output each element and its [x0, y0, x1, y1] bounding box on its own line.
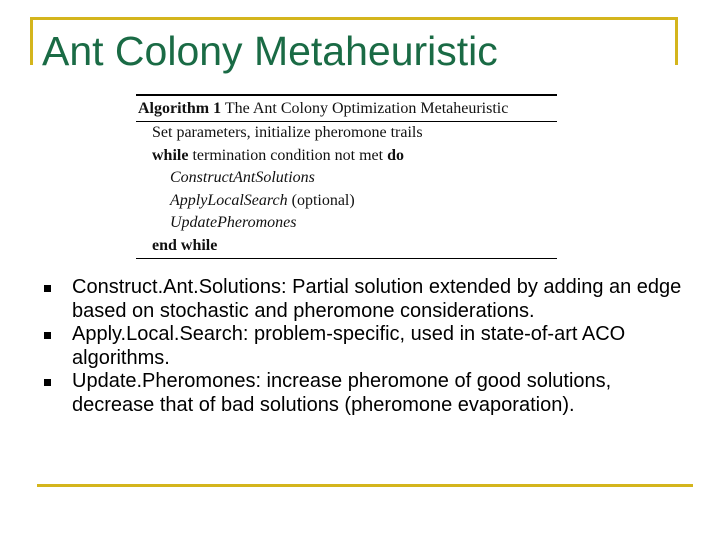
frame-right-line [675, 17, 678, 65]
bullet-text: Construct.Ant.Solutions: Partial solution extended by adding an edge based on stochastic and pheromone considerations. [72, 276, 682, 322]
keyword-while: while [152, 147, 189, 164]
slide-title: Ant Colony Metaheuristic [42, 28, 498, 74]
bullet-list [44, 276, 684, 417]
bullet-text: Apply.Local.Search: problem-specific, used in state-of-art ACO algorithms. [72, 323, 626, 369]
bullet-item [44, 323, 684, 370]
algorithm-line-text: termination condition not met [192, 147, 384, 164]
frame-top-line [30, 17, 678, 20]
algorithm-call-update [170, 213, 297, 233]
algorithm-label: Algorithm 1 [138, 100, 222, 117]
square-bullet-icon [44, 332, 51, 339]
bullet-item [44, 370, 684, 417]
frame-bottom-line [37, 484, 693, 487]
square-bullet-icon [44, 379, 51, 386]
algorithm-call-name: ConstructAntSolutions [170, 169, 315, 186]
keyword-end-while: end while [152, 237, 218, 254]
algorithm-call-localsearch [170, 191, 355, 211]
algorithm-call-construct [170, 168, 315, 188]
algorithm-call-name: ApplyLocalSearch [170, 192, 288, 209]
algorithm-line-endwhile [152, 236, 217, 256]
bullet-text: Update.Pheromones: increase pheromone of good solutions, decrease that of bad solutions (pheromone evaporation). [72, 370, 612, 416]
algorithm-line-init [152, 123, 423, 143]
algorithm-call-note: (optional) [291, 192, 355, 209]
algorithm-box [136, 94, 557, 260]
keyword-do: do [387, 147, 404, 164]
algorithm-top-rule [136, 94, 557, 96]
bullet-item [44, 276, 684, 323]
algorithm-line-while [152, 146, 404, 166]
algorithm-caption: The Ant Colony Optimization Metaheuristic [224, 100, 509, 117]
square-bullet-icon [44, 285, 51, 292]
algorithm-call-name: UpdatePheromones [170, 214, 297, 231]
algorithm-line-text: Set parameters, initialize pheromone trails [152, 124, 423, 141]
algorithm-bottom-rule [136, 258, 557, 259]
algorithm-header [138, 99, 508, 119]
frame-left-line [30, 17, 33, 65]
algorithm-header-rule [136, 121, 557, 122]
